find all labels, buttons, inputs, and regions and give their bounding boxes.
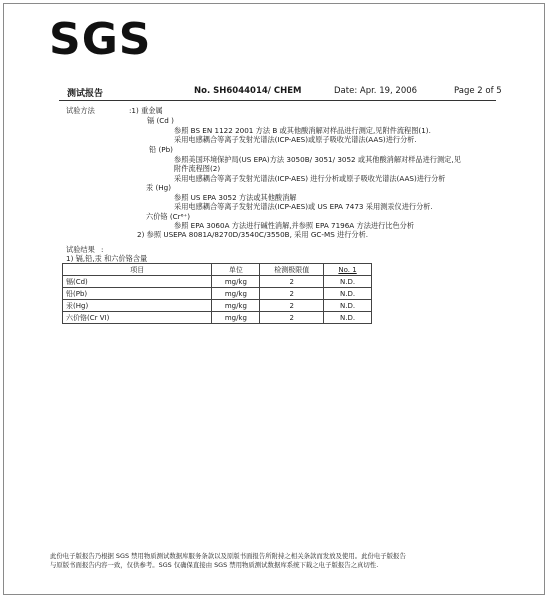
report-header (4, 86, 544, 100)
cell-item: 镉(Cd) (63, 276, 212, 288)
results-table (62, 263, 372, 324)
report-page (3, 3, 545, 595)
cell-result: N.D. (324, 276, 372, 288)
table-row (63, 312, 372, 324)
report-number: No. SH6044014/ CHEM (194, 86, 302, 96)
pb-line-2: 附件流程图(2) (174, 164, 221, 173)
results-subtitle: 1) 镉,铅,汞 和六价铬含量 (66, 254, 148, 263)
sgs-logo: SGS (49, 14, 152, 65)
table-row (63, 276, 372, 288)
report-date: Date: Apr. 19, 2006 (334, 86, 418, 96)
table-row (63, 300, 372, 312)
cell-unit: mg/kg (212, 276, 260, 288)
cell-limit: 2 (260, 288, 324, 300)
hg-line-1: 参照 US EPA 3052 方法或其他酸消解 (174, 193, 297, 202)
method-item-1: :1) 重金属 (129, 106, 163, 115)
cr-line-1: 参照 EPA 3060A 方法进行碱性消解,并参照 EPA 7196A 方法进行比色分析 (174, 221, 415, 230)
pb-title: 铅 (Pb) (149, 145, 173, 154)
cell-limit: 2 (260, 312, 324, 324)
cd-line-2: 采用电感耦合等离子发射光谱法(ICP-AES)或原子吸收光谱法(AAS)进行分析. (174, 135, 417, 144)
cell-item: 铅(Pb) (63, 288, 212, 300)
cell-unit: mg/kg (212, 312, 260, 324)
cell-result: N.D. (324, 300, 372, 312)
pb-line-1: 参照美国环境保护局(US EPA)方法 3050B/ 3051/ 3052 或其他酸消解对样品进行测定,见 (174, 155, 461, 164)
footer-disclaimer (50, 552, 524, 570)
col-header-limit: 检测极限值 (260, 264, 324, 276)
cell-unit: mg/kg (212, 300, 260, 312)
header-divider (59, 100, 496, 101)
cell-limit: 2 (260, 276, 324, 288)
cd-title: 镉 (Cd ) (147, 116, 174, 125)
hg-title: 汞 (Hg) (146, 183, 172, 192)
col-header-unit: 单位 (212, 264, 260, 276)
table-row (63, 288, 372, 300)
results-label: 试验结果 (66, 245, 95, 254)
report-title: 测试报告 (67, 89, 104, 99)
footer-line-2: 与原版书面报告内容一致，仅供参考。SGS 仅确保直接由 SGS 禁用物质测试数据库系统下载之电子版报告之真切性. (50, 561, 379, 569)
method-item-2: 2) 参照 USEPA 8081A/8270D/3540C/3550B, 采用 GC-MS 进行分析. (137, 230, 369, 239)
cell-result: N.D. (324, 288, 372, 300)
col-header-item: 项目 (63, 264, 212, 276)
col-header-sample: No. 1 (324, 264, 372, 276)
hg-line-2: 采用电感耦合等离子发射光谱法(ICP-AES)或 US EPA 7473 采用测汞仪进行分析. (174, 202, 433, 211)
footer-line-1: 此份电子版报告乃根据 SGS 禁用物质测试数据库服务条款以及原版书面报告所附持之相关条款而发放及使用。此份电子版报告 (50, 552, 406, 560)
cr-title: 六价铬 (Cr⁶⁺) (146, 212, 191, 221)
cd-line-1: 参照 BS EN 1122 2001 方法 B 或其他酸消解对样品进行测定,见附件流程图(1). (174, 126, 431, 135)
cell-item: 六价铬(Cr VI) (63, 312, 212, 324)
cell-limit: 2 (260, 300, 324, 312)
cell-result: N.D. (324, 312, 372, 324)
table-header-row (63, 264, 372, 276)
results-colon: : (101, 245, 104, 254)
pb-line-3: 采用电感耦合等离子发射光谱法(ICP-AES) 进行分析或原子吸收光谱法(AAS)进行分析 (174, 174, 446, 183)
method-label: 试验方法 (66, 106, 95, 115)
cell-unit: mg/kg (212, 288, 260, 300)
cell-item: 汞(Hg) (63, 300, 212, 312)
page-number: Page 2 of 5 (454, 86, 502, 96)
